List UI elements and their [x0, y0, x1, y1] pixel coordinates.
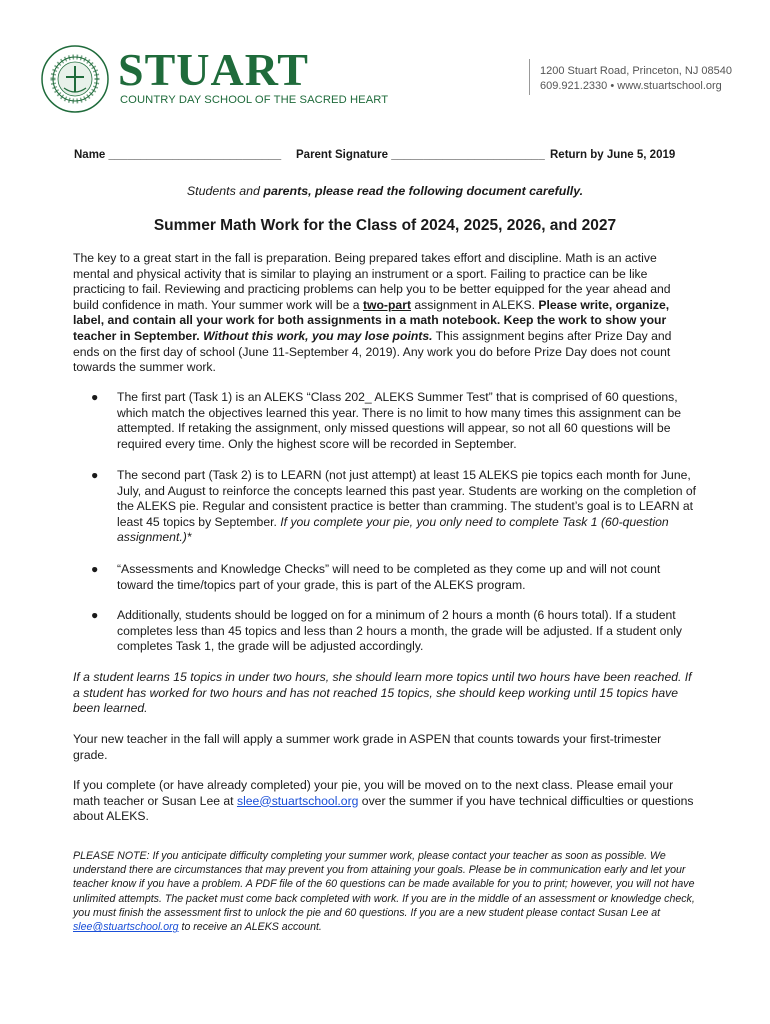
- email-link[interactable]: slee@stuartschool.org: [236, 793, 359, 808]
- note-text: PLEASE NOTE: If you anticipate difficulty completing your summer work, please contact your teacher as soon as possible. We understand there are circumstances that may prevent you from attaining your goals. Please be in communication early and let your teacher know if you have a problem. A PDF file of the 60 questions can be made available for you to print; however, you will not have unlimited attempts. The packet must come back completed with work. If you are in the middle of an assessment or knowledge check, you must finish the assessment first to unlock the pie and 60 questions. If you are a new student please contact Susan Lee at: [73, 850, 695, 919]
- header-divider: [529, 59, 530, 95]
- intro-text-c: This assignment begins after Prize Day and ends on the first day of school (June 11-September 4, 2019). Any work you do before Prize Day does not count towards the summer work.: [73, 328, 672, 375]
- intro-text: The key to a great start in the fall is preparation. Being prepared takes effort and discipline. Math is an active mental and physical activity that is similar to playing an instrument or a sport. Failing to practice can be like practicing to fail. Reviewing and practicing problems can help you to be better equipped for the year ahead and build confidence in math. Your summer work will be a: [73, 251, 671, 312]
- please-note-paragraph: [73, 849, 699, 934]
- note-text-b: to receive an ALEKS account.: [178, 921, 322, 934]
- document-title: Summer Math Work for the Class of 2024, 2025, 2026, and 2027: [153, 217, 617, 234]
- list-item-text: The first part (Task 1) is an ALEKS “Class 202_ ALEKS Summer Test” that is comprised of 60 questions, which match the objectives learned this year. There is no limit to how many times this assignment can be attempted. If retaking the assignment, only missed questions will appear, so not all 60 questions will be required every time. Only the highest score will be recorded in September.: [117, 390, 682, 451]
- bullet-icon: ●: [91, 562, 99, 576]
- contact-text: If you complete (or have already completed) your pie, you will be moved on to the next class. Please email your math teacher or Susan Lee at: [73, 778, 674, 808]
- name-field[interactable]: Name ___________________________: [74, 149, 282, 161]
- notebook-instruction: Please write, organize, label, and contain all your work for both assignments in a math notebook. Keep the work to show your teacher in September.: [73, 297, 670, 343]
- bullet-icon: ●: [91, 608, 99, 622]
- grade-paragraph: Your new teacher in the fall will apply a summer work grade in ASPEN that counts towards your first-trimester grade.: [73, 732, 662, 762]
- instruction-text: Students and: [186, 184, 264, 198]
- contact-paragraph: [73, 778, 695, 825]
- return-by-date: Return by June 5, 2019: [550, 149, 676, 161]
- lose-points-warning: Without this work, you may lose points.: [203, 328, 433, 343]
- bullet-icon: ●: [91, 390, 99, 404]
- school-subtitle: COUNTRY DAY SCHOOL OF THE SACRED HEART: [120, 94, 389, 106]
- bullet-icon: ●: [91, 468, 99, 482]
- school-address: [540, 64, 732, 94]
- intro-text-b: assignment in ALEKS.: [411, 297, 539, 312]
- topics-paragraph: If a student learns 15 topics in under two hours, she should learn more topics until two hours have been reached. If a student has worked for two hours and has not reached 15 topics, she should keep working until 15 topics have been learned.: [73, 670, 692, 716]
- two-part-emphasis: two-part: [362, 297, 412, 312]
- intro-paragraph: [73, 251, 695, 376]
- task2-note: If you complete your pie, you only need to complete Task 1 (60-question assignment.)*: [117, 514, 669, 545]
- contact-text-b: over the summer if you have technical difficulties or questions about ALEKS.: [73, 793, 694, 824]
- contact-line: 609.921.2330 • www.stuartschool.org: [540, 80, 722, 92]
- task2-text: The second part (Task 2) is to LEARN (not just attempt) at least 15 ALEKS pie topics each month for June, July, and August to reinforce the concepts learned this past year. Students are working on the completion of the ALEKS pie. Regular and consistent practice is better than cramming. The student’s goal is to LEARN at least 45 topics by September.: [117, 468, 697, 529]
- instruction-bold: parents, please read the following document carefully.: [263, 184, 584, 198]
- note-email-link[interactable]: slee@stuartschool.org: [73, 921, 179, 934]
- list-item-text: “Assessments and Knowledge Checks” will need to be completed as they come up and will not count toward the time/topics part of your grade, this is part of the ALEKS program.: [117, 562, 661, 592]
- letterhead: [40, 44, 740, 114]
- school-name: STUART: [118, 44, 309, 95]
- list-item-text: Additionally, students should be logged on for a minimum of 2 hours a month (6 hours total). If a student completes less than 45 topics and less than 2 hours a month, the grade will be adjusted. If a student only completes Task 1, the grade will be adjusted accordingly.: [117, 608, 683, 654]
- school-seal-icon: [40, 44, 110, 114]
- list-item-text: [117, 468, 697, 546]
- read-instruction: [0, 184, 770, 198]
- address-line: 1200 Stuart Road, Princeton, NJ 08540: [540, 65, 733, 77]
- parent-signature-field[interactable]: Parent Signature ________________________: [296, 149, 545, 161]
